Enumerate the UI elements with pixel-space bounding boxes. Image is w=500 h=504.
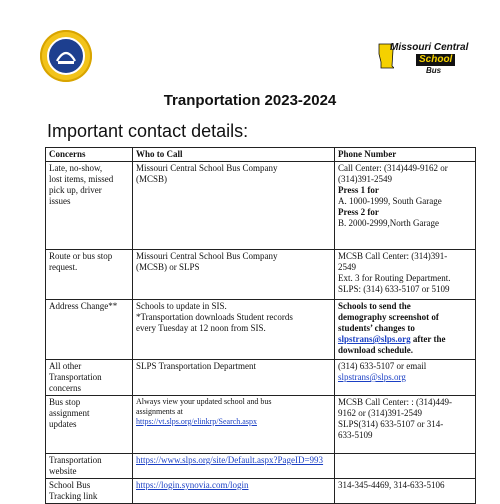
phone-line: 633-5109 [338, 430, 373, 440]
phone-line: SLPS: (314) 633-5107 or 5109 [338, 284, 450, 294]
email-link[interactable]: slpstrans@slps.org [338, 334, 411, 344]
transportation-website-link[interactable]: https://www.slps.org/site/Default.aspx?PageID=993 [136, 455, 324, 465]
school-district-seal-icon [40, 30, 92, 82]
phone-line: Ext. 3 for Routing Department. [338, 273, 451, 283]
phone-line: Call Center: (314)449-9162 or [338, 163, 448, 173]
tracking-link[interactable]: https://login.synovia.com/login [136, 480, 249, 490]
who-cell: Missouri Central School Bus Company (MCSB) or SLPS [133, 250, 335, 300]
concern-cell: All other Transportation concerns [46, 360, 133, 396]
phone-line: MCSB Call Center: (314)391- [338, 251, 448, 261]
phone-line [338, 334, 472, 345]
phone-cell [335, 300, 476, 360]
concern-cell: Late, no-show, lost items, missed pick up, driver issues [46, 162, 133, 250]
who-cell [133, 479, 335, 504]
phone-line: Press 1 for [338, 185, 379, 195]
phone-cell [335, 454, 476, 479]
seal-emblem [49, 39, 83, 73]
concern-cell: Route or bus stop request. [46, 250, 133, 300]
brand-line-1: Missouri Central [390, 42, 469, 53]
phone-cell [335, 162, 476, 250]
brand-line-3: Bus [426, 66, 442, 75]
who-cell: SLPS Transportation Department [133, 360, 335, 396]
phone-line: demography screenshot of [338, 312, 439, 322]
phone-line: Press 2 for [338, 207, 379, 217]
header-concerns: Concerns [46, 148, 133, 162]
who-cell: Schools to update in SIS. *Transportation downloads Student records every Tuesday at 12 noon from SIS. [133, 300, 335, 360]
table-row [46, 162, 476, 250]
table-row [46, 479, 476, 504]
phone-cell [335, 396, 476, 454]
phone-line: 2549 [338, 262, 356, 272]
phone-line: 9162 or (314)391-2549 [338, 408, 422, 418]
table-header-row [46, 148, 476, 162]
phone-cell [335, 360, 476, 396]
phone-cell [335, 250, 476, 300]
contacts-table [45, 147, 476, 504]
phone-line: students’ changes to [338, 323, 415, 333]
who-line: assignments at [136, 407, 183, 416]
who-cell [133, 454, 335, 479]
phone-cell: 314-345-4469, 314-633-5106 [335, 479, 476, 504]
phone-line: A. 1000-1999, South Garage [338, 196, 442, 206]
who-cell: Missouri Central School Bus Company (MCSB) [133, 162, 335, 250]
who-cell [133, 396, 335, 454]
who-line: Always view your updated school and bus [136, 397, 272, 406]
bus-assignment-link[interactable]: https://vt.slps.org/elinkrp/Search.aspx [136, 417, 257, 426]
table-row [46, 396, 476, 454]
phone-line-suffix: after the [410, 334, 446, 344]
concern-cell: Transportation website [46, 454, 133, 479]
document-title: Tranportation 2023-2024 [163, 92, 337, 109]
phone-line: MCSB Call Center: : (314)449- [338, 397, 452, 407]
email-link[interactable]: slpstrans@slps.org [338, 372, 406, 382]
table-row [46, 250, 476, 300]
phone-line: (314) 633-5107 or email [338, 361, 427, 371]
table-row [46, 300, 476, 360]
concern-cell: Bus stop assignment updates [46, 396, 133, 454]
table-row [46, 454, 476, 479]
concern-cell: Address Change** [46, 300, 133, 360]
header-phone-number: Phone Number [335, 148, 476, 162]
missouri-central-school-bus-logo [378, 40, 468, 80]
concern-cell: School Bus Tracking link [46, 479, 133, 504]
phone-line: SLPS(314) 633-5107 or 314- [338, 419, 444, 429]
brand-line-2: School [416, 54, 455, 66]
section-heading: Important contact details: [47, 121, 249, 141]
phone-line: (314)391-2549 [338, 174, 392, 184]
phone-line: Schools to send the [338, 301, 411, 311]
header-who-to-call: Who to Call [133, 148, 335, 162]
phone-line: download schedule. [338, 345, 414, 355]
phone-line: B. 2000-2999,North Garage [338, 218, 439, 228]
table-row [46, 360, 476, 396]
